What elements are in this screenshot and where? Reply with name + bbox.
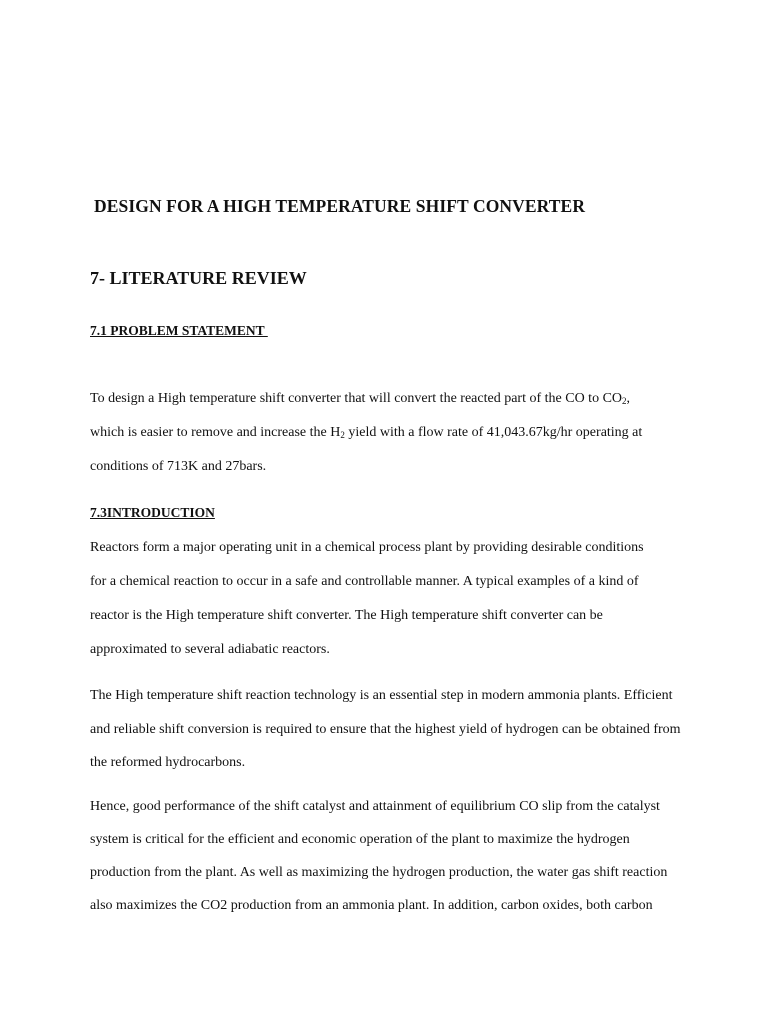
paragraph-line: To design a High temperature shift converter that will convert the reacted part of the CO to $CO_2$, <box>90 391 631 406</box>
subheading-problem-statement: 7.1 PROBLEM STATEMENT <box>90 323 268 338</box>
paragraph-line: approximated to several adiabatic reactors. <box>90 642 330 657</box>
paragraph-line: the reformed hydrocarbons. <box>90 755 246 770</box>
paragraph-line: conditions of 713K and 27bars. <box>90 459 267 474</box>
paragraph-line: which is easier to remove and increase the $H_2$ yield with a flow rate of 41,043.67kg/hr operating at <box>90 425 643 440</box>
paragraph-line: Hence, good performance of the shift catalyst and attainment of equilibrium CO slip from the catalyst <box>90 799 660 814</box>
paragraph-line: The High temperature shift reaction technology is an essential step in modern ammonia plants. Efficient <box>90 688 673 703</box>
document-title: DESIGN FOR A HIGH TEMPERATURE SHIFT CONVERTER <box>94 196 586 216</box>
subheading-introduction: 7.3INTRODUCTION <box>90 505 215 520</box>
paragraph-line: production from the plant. As well as maximizing the hydrogen production, the water gas shift reaction <box>90 865 668 880</box>
paragraph-line: reactor is the High temperature shift converter. The High temperature shift converter can be <box>90 608 603 623</box>
paragraph-line: for a chemical reaction to occur in a safe and controllable manner. A typical examples of a kind of <box>90 574 639 589</box>
paragraph-line: also maximizes the CO2 production from an ammonia plant. In addition, carbon oxides, both carbon <box>90 898 653 913</box>
paragraph-line: Reactors form a major operating unit in a chemical process plant by providing desirable conditions <box>90 540 644 555</box>
section-heading-literature-review: 7- LITERATURE REVIEW <box>90 268 307 288</box>
paragraph-line: and reliable shift conversion is required to ensure that the highest yield of hydrogen can be obtained from <box>90 722 681 737</box>
paragraph-line: system is critical for the efficient and economic operation of the plant to maximize the hydrogen <box>90 832 630 847</box>
